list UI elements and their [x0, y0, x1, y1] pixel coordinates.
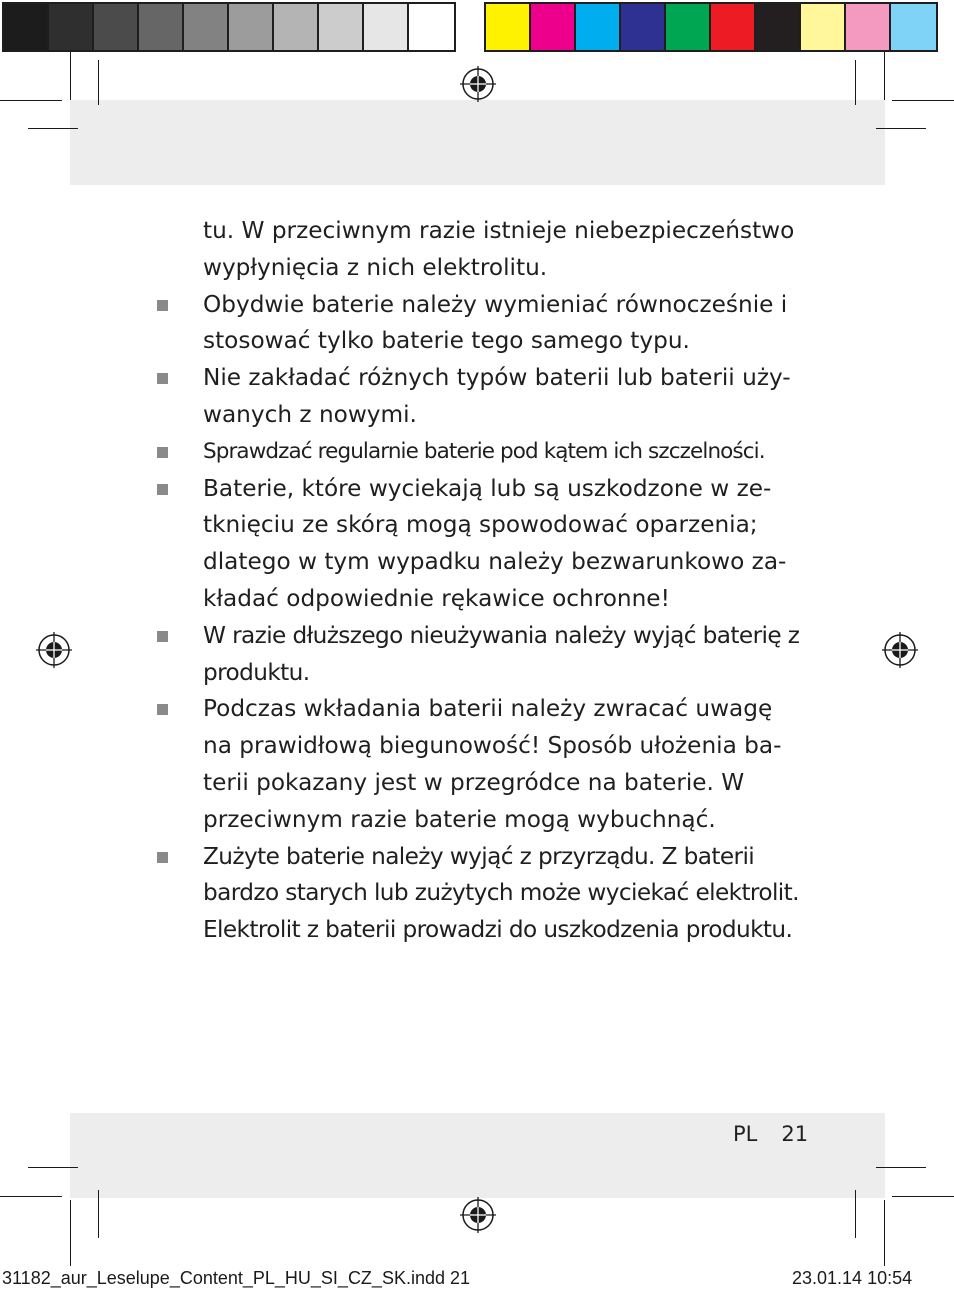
bullet-text: Obydwie baterie należy wymieniać równocześnie i stosować tylko baterie tego samego typu.	[203, 290, 788, 355]
crop-mark	[855, 60, 856, 105]
header-band	[70, 100, 885, 185]
bullet-item	[157, 471, 807, 618]
bullet-text: Zużyte baterie należy wyjąć z przyrządu. Z baterii bardzo starych lub zużytych może wyciekać elektrolit. Elektrolit z baterii prowadzi do uszkodzenia produktu.	[203, 842, 799, 944]
gray-swatch	[274, 4, 319, 50]
registration-mark-icon	[458, 1195, 498, 1235]
color-swatch	[666, 4, 711, 50]
color-swatch	[531, 4, 576, 50]
gray-swatch	[184, 4, 229, 50]
grayscale-calibration-bar	[2, 2, 456, 52]
bullet-item	[157, 691, 807, 838]
crop-mark	[98, 60, 99, 105]
crop-mark	[892, 100, 954, 101]
bullet-text: Nie zakładać różnych typów baterii lub baterii uży-wanych z nowymi.	[203, 364, 791, 428]
gray-swatch	[4, 4, 49, 50]
page-footer	[733, 1122, 808, 1146]
text-paragraph	[157, 213, 807, 287]
color-swatch	[801, 4, 846, 50]
crop-mark	[0, 100, 62, 101]
bullet-item	[157, 618, 807, 692]
crop-mark	[0, 1196, 62, 1197]
bullet-square-icon	[157, 373, 168, 384]
crop-mark	[892, 1196, 954, 1197]
gray-swatch	[409, 4, 454, 50]
bullet-item	[157, 287, 807, 361]
bullet-square-icon	[157, 447, 168, 458]
bullet-text: Podczas wkładania baterii należy zwracać uwagę na prawidłową biegunowość! Sposób ułożenia ba-terii pokazany jest w przegródce na baterie. W przeciwnym razie baterie mogą wybuchnąć.	[203, 695, 782, 833]
crop-mark	[855, 1190, 856, 1238]
color-swatch	[621, 4, 666, 50]
bullet-text: Sprawdzać regularnie baterie pod kątem ich szczelności.	[203, 438, 765, 464]
bullet-item	[157, 434, 807, 471]
bullet-square-icon	[157, 631, 168, 642]
crop-mark	[28, 1167, 78, 1168]
crop-mark	[28, 128, 78, 129]
bullet-item	[157, 360, 807, 434]
gray-swatch	[94, 4, 139, 50]
paragraph-text: tu. W przeciwnym razie istnieje niebezpieczeństwo wypłynięcia z nich elektrolitu.	[203, 217, 795, 281]
language-code: PL	[733, 1122, 758, 1146]
color-swatch	[846, 4, 891, 50]
color-swatch	[486, 4, 531, 50]
bullet-square-icon	[157, 704, 168, 715]
bullet-text: W razie dłuższego nieużywania należy wyjąć baterię z produktu.	[203, 621, 800, 686]
safety-instructions-text	[157, 213, 807, 949]
bullet-square-icon	[157, 300, 168, 311]
gray-swatch	[364, 4, 409, 50]
registration-mark-icon	[34, 630, 74, 670]
page-number: 21	[781, 1122, 809, 1146]
bullet-square-icon	[157, 484, 168, 495]
bullet-square-icon	[157, 852, 168, 863]
bullet-item	[157, 839, 807, 949]
gray-swatch	[319, 4, 364, 50]
crop-mark	[70, 1200, 71, 1266]
gray-swatch	[139, 4, 184, 50]
crop-mark	[70, 52, 71, 100]
color-calibration-bar	[484, 2, 938, 52]
crop-mark	[876, 1167, 926, 1168]
registration-mark-icon	[880, 630, 920, 670]
crop-mark	[876, 128, 926, 129]
crop-mark	[98, 1190, 99, 1238]
bullet-text: Baterie, które wyciekają lub są uszkodzone w ze-tknięciu ze skórą mogą spowodować oparzenia; dlatego w tym wypadku należy bezwarunkowo za-kładać odpowiednie rękawice ochronne!	[203, 474, 787, 612]
slug-filename: 31182_aur_Leselupe_Content_PL_HU_SI_CZ_SK.indd 21	[2, 1268, 471, 1288]
color-swatch	[756, 4, 801, 50]
crop-mark	[884, 1200, 885, 1266]
gray-swatch	[49, 4, 94, 50]
gray-swatch	[229, 4, 274, 50]
color-swatch	[891, 4, 936, 50]
color-swatch	[711, 4, 756, 50]
color-swatch	[576, 4, 621, 50]
crop-mark	[884, 52, 885, 100]
registration-mark-icon	[458, 64, 498, 104]
slug-date: 23.01.14 10:54	[792, 1268, 913, 1288]
